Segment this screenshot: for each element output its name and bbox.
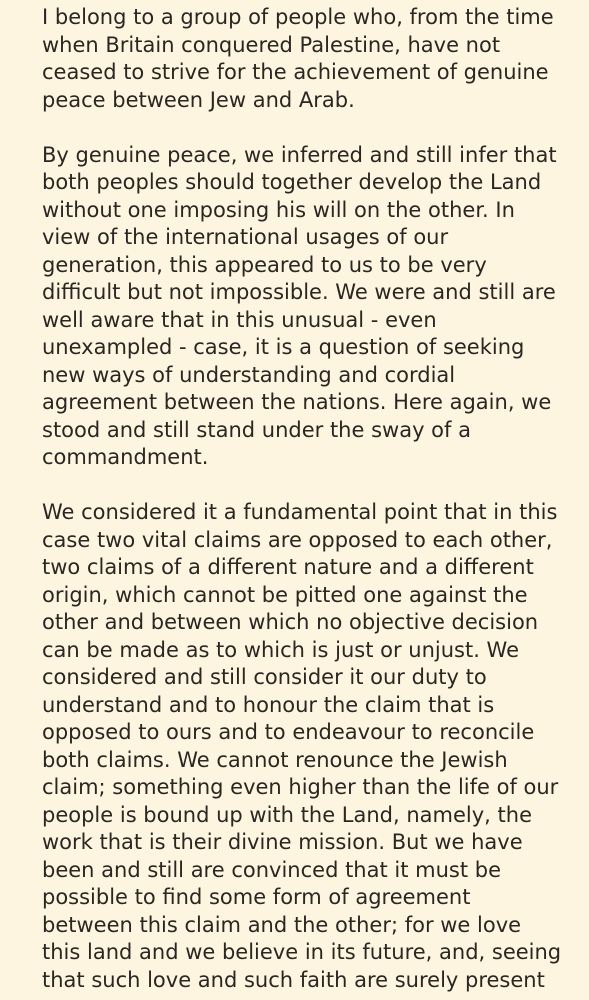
text-line: new ways of understanding and cordial xyxy=(42,362,456,387)
text-line: that such love and such faith are surely present xyxy=(42,967,545,992)
text-line: work that is their divine mission. But we have xyxy=(42,830,523,854)
text-line: claim; something even higher than the life of our xyxy=(42,775,559,799)
text-line: well aware that in this unusual - even xyxy=(42,307,437,332)
text-line: view of the international usages of our xyxy=(42,225,449,249)
text-line: without one imposing his will on the other. In xyxy=(42,197,515,222)
text-line: I belong to a group of people who, from the time xyxy=(42,5,554,29)
text-line: between this claim and the other; for we love xyxy=(42,912,522,937)
text-column xyxy=(42,4,562,994)
text-line: people is bound up with the Land, namely, the xyxy=(42,802,532,827)
text-line: By genuine peace, we inferred and still infer that xyxy=(42,142,557,167)
text-line: We considered it a fundamental point that in this xyxy=(42,500,558,524)
text-line: unexampled - case, it is a question of seeking xyxy=(42,335,525,359)
paragraph-gap xyxy=(42,472,562,500)
text-line: possible to find some form of agreement xyxy=(42,885,471,909)
text-line: understand and to honour the claim that is xyxy=(42,692,495,717)
text-line: other and between which no objective decision xyxy=(42,610,539,634)
text-line: opposed to ours and to endeavour to reconcile xyxy=(42,720,535,744)
text-line: origin, which cannot be pitted one against the xyxy=(42,582,528,607)
text-line: this land and we believe in its future, and, seeing xyxy=(42,940,562,964)
text-line: stood and still stand under the sway of a xyxy=(42,417,471,442)
text-line: commandment. xyxy=(42,445,209,469)
text-line: both claims. We cannot renounce the Jewish xyxy=(42,747,508,772)
text-line: both peoples should together develop the Land xyxy=(42,170,542,194)
paragraph-2 xyxy=(42,142,562,472)
text-line: when Britain conquered Palestine, have not xyxy=(42,32,501,57)
text-line: two claims of a different nature and a different xyxy=(42,555,534,579)
text-line: generation, this appeared to us to be very xyxy=(42,252,487,277)
text-line: can be made as to which is just or unjust. We xyxy=(42,637,520,662)
text-line: case two vital claims are opposed to each other, xyxy=(42,527,553,552)
text-line: considered and still consider it our duty to xyxy=(42,665,487,689)
text-line: difficult but not impossible. We were and still are xyxy=(42,280,556,304)
paragraph-1 xyxy=(42,4,562,114)
text-line: peace between Jew and Arab. xyxy=(42,87,355,112)
paragraph-3 xyxy=(42,499,562,994)
paragraph-gap xyxy=(42,114,562,142)
text-line: ceased to strive for the achievement of genuine xyxy=(42,60,549,84)
text-line: agreement between the nations. Here again, we xyxy=(42,390,552,414)
text-line: been and still are convinced that it must be xyxy=(42,857,502,882)
